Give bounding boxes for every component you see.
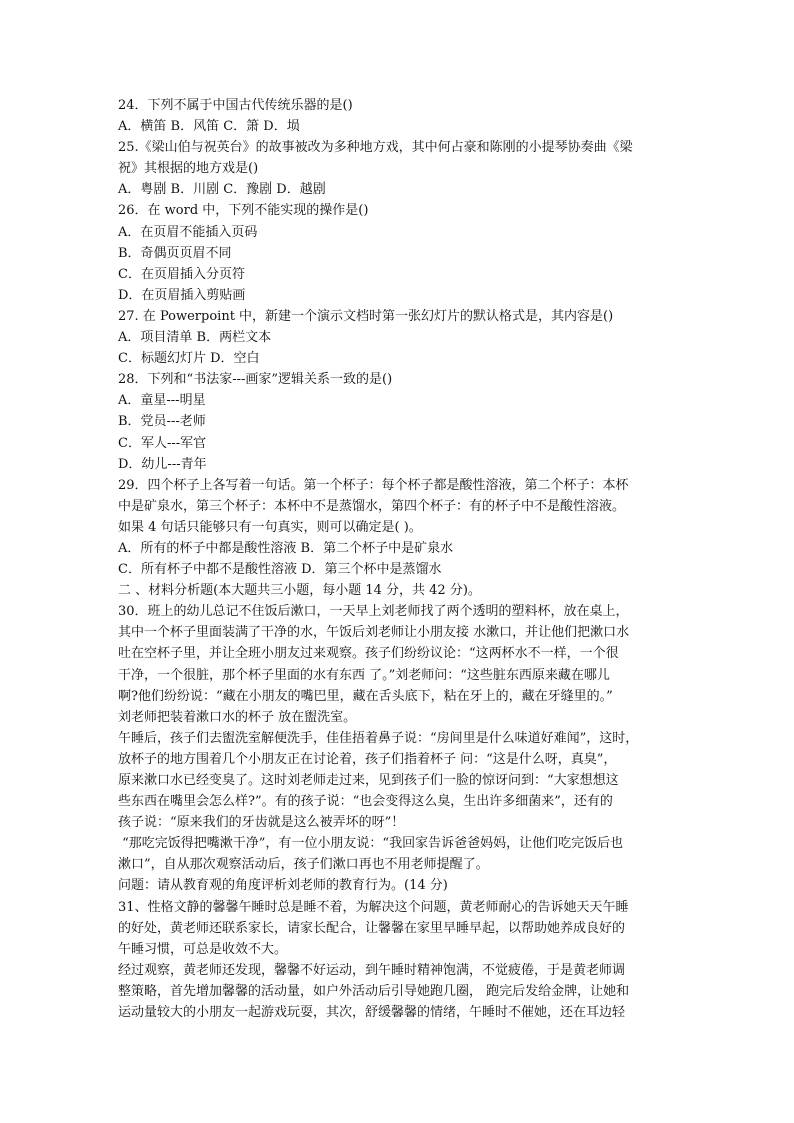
question-31-line-2: 的好处，黄老师还联系家长，请家长配合，让馨馨在家里早睡早起，以帮助她养成良好的 [118, 920, 626, 936]
question-29-stem-line-1: 29．四个杯子上各写着一句话。第一个杯子：每个杯子都是酸性溶液，第二个杯子：本杯 [118, 477, 629, 493]
question-30-line-4: 干净，一个很脏，那个杯子里面的水有东西 了。”刘老师问：“这些脏东西原来藏在哪儿 [118, 667, 610, 683]
question-31-line-1: 31、性格文静的馨馨午睡时总是睡不着，为解决这个问题，黄老师耐心的告诉她天天午睡 [118, 899, 629, 915]
question-28-option-c: C．军人---军官 [118, 435, 207, 451]
question-26-stem: 26．在 word 中，下列不能实现的操作是() [118, 203, 369, 219]
question-27-stem: 27. 在 Powerpoint 中，新建一个演示文档时第一张幻灯片的默认格式是，其内容是() [118, 308, 614, 324]
question-30-line-3: 吐在空杯子里，并让全班小朋友过来观察。孩子们纷纷议论：“这两杯水不一样，一个很 [118, 646, 619, 662]
question-31-line-4: 经过观察，黄老师还发现，馨馨不好运动，到午睡时精神饱满，不觉疲倦，于是黄老师调 [118, 962, 626, 978]
question-29-stem-line-2: 中是矿泉水，第三个杯子：本杯中不是蒸馏水，第四个杯子：有的杯子中不是酸性溶液。 [118, 498, 626, 514]
question-27-options-ab: A．项目清单 B．两栏文本 [118, 330, 272, 346]
question-30-line-7: 午睡后，孩子们去盥洗室解便洗手，佳佳捂着鼻子说：“房间里是什么味道好难闻”，这时， [118, 730, 639, 746]
question-28-option-b: B．党员---老师 [118, 414, 206, 430]
question-28-option-d: D．幼儿---青年 [118, 456, 207, 472]
question-27-options-cd: C．标题幻灯片 D．空白 [118, 351, 260, 367]
question-30-line-9: 原来漱口水已经变臭了。这时刘老师走过来，见到孩子们一脸的惊讶问到：“大家想想这 [118, 773, 619, 788]
question-30-line-8: 放杯子的地方围着几个小朋友正在讨论着，孩子们指着杯子 问：“这是什么呀，真臭”， [118, 751, 617, 767]
question-29-options-cd: C．所有杯子中都不是酸性溶液 D．第三个杯中是蒸馏水 [118, 562, 442, 578]
question-26-option-b: B．奇偶页页眉不同 [118, 245, 232, 261]
question-30-line-13: 漱口”，自从那次观察活动后，孩子们漱口再也不用老师提醒了。 [118, 857, 489, 873]
question-30-line-10: 些东西在嘴里会怎么样?”。有的孩子说：“也会变得这么臭，生出许多细菌来”，还有的 [118, 794, 613, 810]
question-26-option-a: A．在页眉不能插入页码 [118, 224, 258, 240]
question-31-line-5: 整策略，首先增加馨馨的活动量，如户外活动后引导她跑几圈， 跑完后发给金牌，让她和 [118, 983, 630, 999]
question-30-line-1: 30．班上的幼儿总记不住饭后漱口，一天早上刘老师找了两个透明的塑料杯，放在桌上， [118, 604, 629, 620]
question-30-line-11: 孩子说：“原来我们的牙齿就是这么被弄坏的呀”！ [118, 815, 405, 831]
question-28-stem: 28．下列和“书法家---画家”逻辑关系一致的是() [118, 372, 393, 388]
question-31-line-6: 运动量较大的小朋友一起游戏玩耍，其次，舒缓馨馨的情绪，午睡时不催她，还在耳边轻 [118, 1005, 626, 1021]
section-heading-material-analysis: 二 、材料分析题(本大题共三小题，每小题 14 分，共 42 分)。 [118, 583, 481, 599]
question-30-line-6: 刘老师把装着漱口水的杯子 放在盥洗室。 [118, 709, 357, 725]
question-24-stem: 24．下列不属于中国古代传统乐器的是() [118, 98, 353, 113]
question-28-option-a: A．童星---明星 [118, 393, 206, 409]
question-26-option-c: C．在页眉插入分页符 [118, 266, 245, 282]
question-25-stem-line-1: 25.《梁山伯与祝英台》的故事被改为多种地方戏，其中何占豪和陈刚的小提琴协奏曲《梁 [118, 140, 633, 156]
question-30-line-12: “那吃完饭得把嘴漱干净”，有一位小朋友说：“我回家告诉爸爸妈妈，让他们吃完饭后也 [118, 836, 624, 852]
document-page [118, 95, 688, 1023]
question-29-stem-line-3: 如果 4 句话只能够只有一句真实，则可以确定是( )。 [118, 519, 422, 535]
question-31-line-3: 午睡习惯，可总是收效不大。 [118, 941, 288, 957]
question-30-line-5: 啊?他们纷纷说：“藏在小朋友的嘴巴里，藏在舌头底下，粘在牙上的，藏在牙缝里的。” [118, 688, 613, 704]
question-30-prompt: 问题：请从教育观的角度评析刘老师的教育行为。(14 分) [118, 878, 448, 894]
question-25-stem-line-2: 祝》其根据的地方戏是() [118, 161, 259, 177]
question-25-options: A．粤剧 B．川剧 C．豫剧 D．越剧 [118, 182, 326, 198]
question-30-line-2: 其中一个杯子里面装满了干净的水，午饭后刘老师让小朋友接 水漱口，并让他们把漱口水 [118, 625, 630, 641]
question-26-option-d: D．在页眉插入剪贴画 [118, 287, 246, 303]
question-24-options: A．横笛 B．风笛 C．箫 D．埙 [118, 119, 300, 135]
question-29-options-ab: A．所有的杯子中都是酸性溶液 B．第二个杯子中是矿泉水 [118, 540, 454, 556]
